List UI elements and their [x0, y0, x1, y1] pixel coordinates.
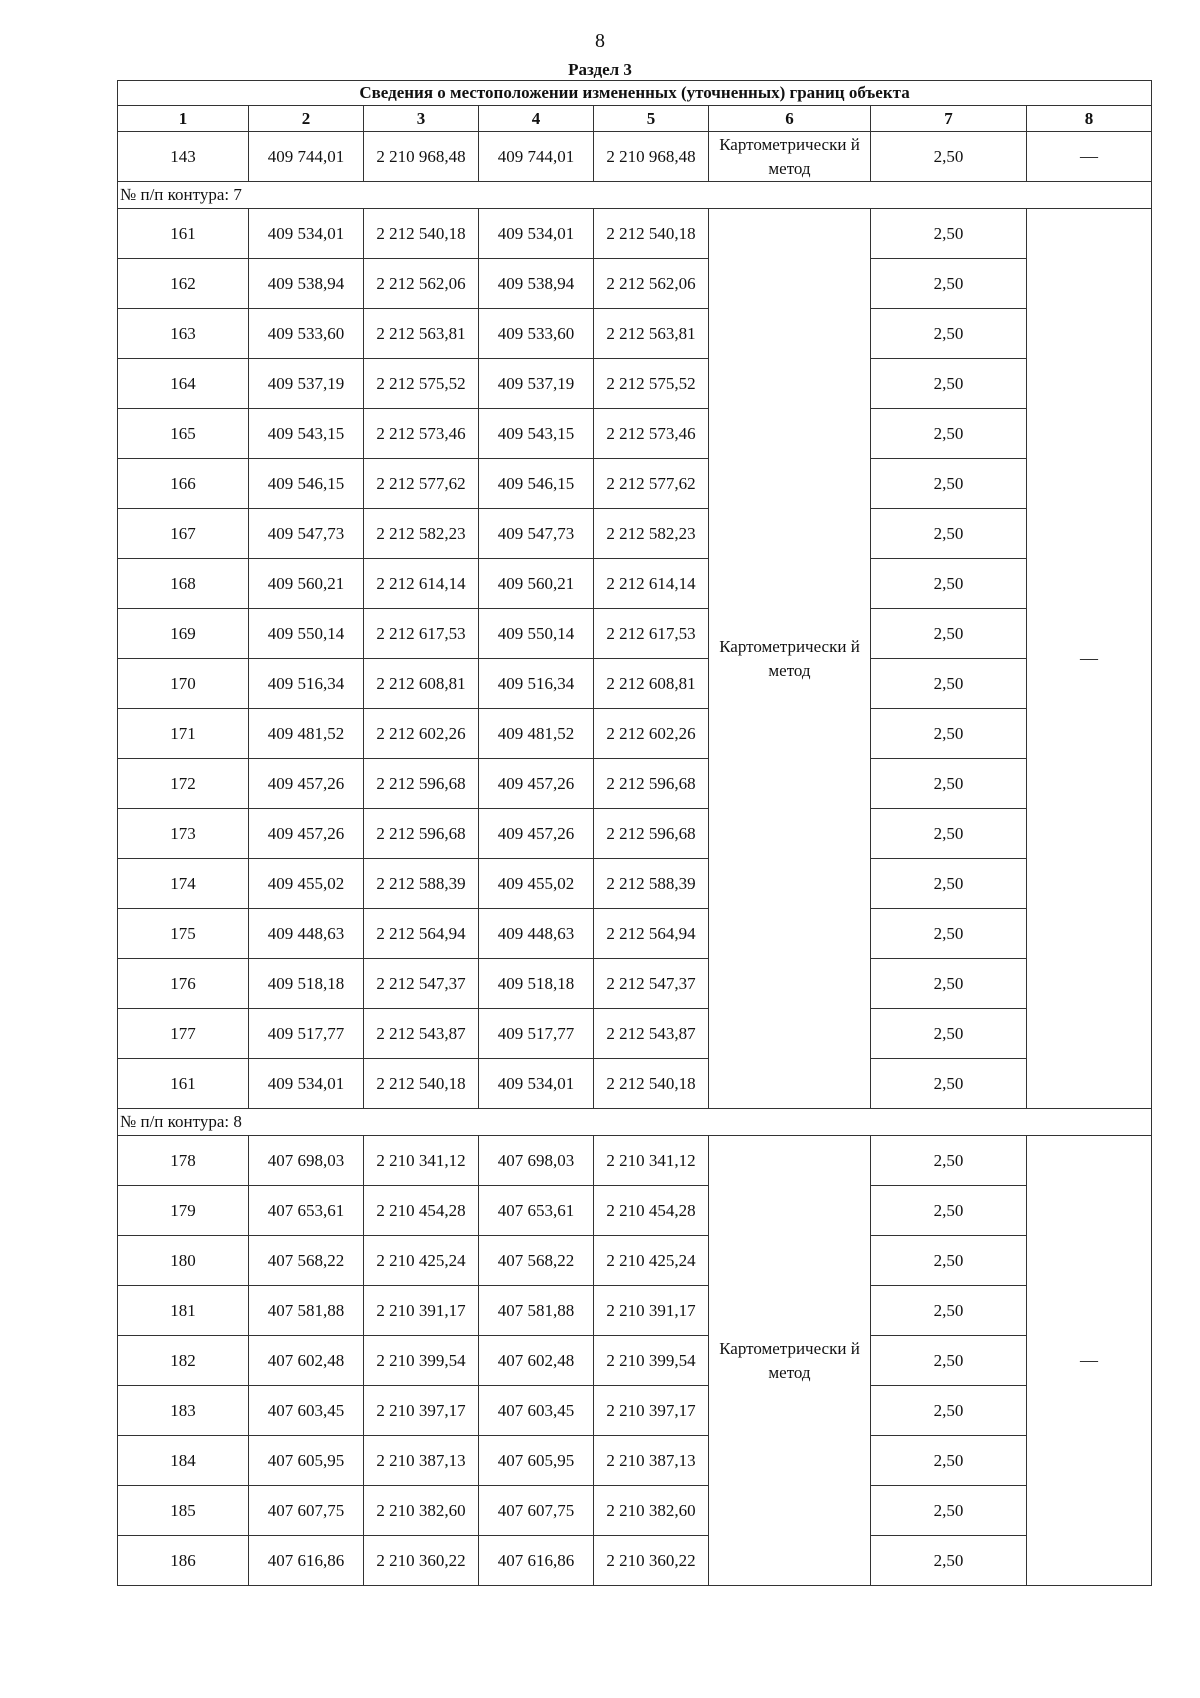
coordinate-cell: 409 448,63 [479, 909, 594, 959]
coordinate-cell: 2 212 588,39 [594, 859, 709, 909]
table-row [118, 1386, 1152, 1436]
point-number: 181 [118, 1286, 249, 1336]
boundary-table [117, 80, 1152, 1586]
coordinate-cell: 407 605,95 [249, 1436, 364, 1486]
accuracy-cell: 2,50 [871, 359, 1027, 409]
coordinate-cell: 409 533,60 [249, 309, 364, 359]
coordinate-cell: 2 210 425,24 [364, 1236, 479, 1286]
accuracy-cell: 2,50 [871, 1186, 1027, 1236]
table-row [118, 1286, 1152, 1336]
coordinate-cell: 407 581,88 [479, 1286, 594, 1336]
coordinate-cell: 409 517,77 [479, 1009, 594, 1059]
point-number: 182 [118, 1336, 249, 1386]
accuracy-cell: 2,50 [871, 209, 1027, 259]
coordinate-cell: 2 212 617,53 [364, 609, 479, 659]
coordinate-cell: 409 538,94 [479, 259, 594, 309]
coordinate-cell: 409 744,01 [479, 132, 594, 182]
coordinate-cell: 407 616,86 [249, 1536, 364, 1586]
coordinate-cell: 2 212 575,52 [594, 359, 709, 409]
method-cell: Картометрически й метод [709, 209, 871, 1109]
table-row [118, 209, 1152, 259]
coordinate-cell: 409 560,21 [479, 559, 594, 609]
coordinate-cell: 409 534,01 [249, 209, 364, 259]
accuracy-cell: 2,50 [871, 609, 1027, 659]
contour-group [118, 209, 1152, 1109]
method-cell: Картометрически й метод [709, 1136, 871, 1586]
table-row [118, 1486, 1152, 1536]
accuracy-cell: 2,50 [871, 132, 1027, 182]
page-number: 8 [595, 30, 605, 52]
coordinate-cell: 2 212 547,37 [364, 959, 479, 1009]
coordinate-cell: 2 210 391,17 [594, 1286, 709, 1336]
point-number: 162 [118, 259, 249, 309]
coordinate-cell: 2 212 596,68 [364, 809, 479, 859]
accuracy-cell: 2,50 [871, 1336, 1027, 1386]
coordinate-cell: 409 534,01 [479, 209, 594, 259]
coordinate-cell: 2 212 540,18 [594, 209, 709, 259]
accuracy-cell: 2,50 [871, 709, 1027, 759]
coordinate-cell: 2 212 564,94 [594, 909, 709, 959]
section-title: Раздел 3 [568, 60, 632, 79]
coordinate-cell: 409 550,14 [479, 609, 594, 659]
accuracy-cell: 2,50 [871, 1236, 1027, 1286]
table-row [118, 309, 1152, 359]
contour-label: № п/п контура: 8 [118, 1109, 1152, 1136]
coordinate-cell: 2 210 968,48 [594, 132, 709, 182]
coordinate-cell: 2 212 582,23 [594, 509, 709, 559]
column-header: 4 [479, 106, 594, 132]
column-header: 7 [871, 106, 1027, 132]
accuracy-cell: 2,50 [871, 1536, 1027, 1586]
accuracy-cell: 2,50 [871, 459, 1027, 509]
coordinate-cell: 409 455,02 [479, 859, 594, 909]
accuracy-cell: 2,50 [871, 259, 1027, 309]
table-row [118, 859, 1152, 909]
point-number: 167 [118, 509, 249, 559]
accuracy-cell: 2,50 [871, 1009, 1027, 1059]
accuracy-cell: 2,50 [871, 1286, 1027, 1336]
point-number: 177 [118, 1009, 249, 1059]
dash-cell: — [1027, 1136, 1152, 1586]
point-number: 175 [118, 909, 249, 959]
accuracy-cell: 2,50 [871, 1136, 1027, 1186]
accuracy-cell: 2,50 [871, 1436, 1027, 1486]
coordinate-cell: 2 212 582,23 [364, 509, 479, 559]
table-row [118, 1059, 1152, 1109]
table-row [118, 259, 1152, 309]
accuracy-cell: 2,50 [871, 809, 1027, 859]
coordinate-cell: 409 537,19 [249, 359, 364, 409]
coordinate-cell: 409 538,94 [249, 259, 364, 309]
point-number: 185 [118, 1486, 249, 1536]
column-header: 8 [1027, 106, 1152, 132]
coordinate-cell: 2 212 577,62 [364, 459, 479, 509]
coordinate-cell: 2 212 608,81 [364, 659, 479, 709]
coordinate-cell: 2 210 360,22 [364, 1536, 479, 1586]
column-header: 2 [249, 106, 364, 132]
point-number: 176 [118, 959, 249, 1009]
coordinate-cell: 409 518,18 [479, 959, 594, 1009]
point-number: 168 [118, 559, 249, 609]
coordinate-cell: 2 212 563,81 [594, 309, 709, 359]
coordinate-cell: 409 534,01 [479, 1059, 594, 1109]
coordinate-cell: 407 605,95 [479, 1436, 594, 1486]
point-number: 170 [118, 659, 249, 709]
point-number: 161 [118, 209, 249, 259]
coordinate-cell: 409 546,15 [479, 459, 594, 509]
accuracy-cell: 2,50 [871, 909, 1027, 959]
point-number: 171 [118, 709, 249, 759]
coordinate-cell: 2 212 564,94 [364, 909, 479, 959]
coordinate-cell: 407 653,61 [249, 1186, 364, 1236]
point-number: 179 [118, 1186, 249, 1236]
coordinate-cell: 407 568,22 [479, 1236, 594, 1286]
coordinate-cell: 2 212 608,81 [594, 659, 709, 709]
method-cell: Картометрически й метод [709, 132, 871, 182]
table-row [118, 1436, 1152, 1486]
table-row [118, 132, 1152, 182]
coordinate-cell: 409 744,01 [249, 132, 364, 182]
coordinate-cell: 407 602,48 [249, 1336, 364, 1386]
coordinate-cell: 2 212 543,87 [364, 1009, 479, 1059]
table-row [118, 659, 1152, 709]
coordinate-cell: 2 210 382,60 [364, 1486, 479, 1536]
accuracy-cell: 2,50 [871, 509, 1027, 559]
table-row [118, 709, 1152, 759]
coordinate-cell: 407 603,45 [479, 1386, 594, 1436]
column-header: 1 [118, 106, 249, 132]
accuracy-cell: 2,50 [871, 1486, 1027, 1536]
coordinate-cell: 2 210 425,24 [594, 1236, 709, 1286]
coordinate-cell: 2 210 397,17 [594, 1386, 709, 1436]
accuracy-cell: 2,50 [871, 309, 1027, 359]
coordinate-cell: 407 698,03 [479, 1136, 594, 1186]
table-row [118, 1336, 1152, 1386]
table-row [118, 1236, 1152, 1286]
coordinate-cell: 409 516,34 [249, 659, 364, 709]
table-row [118, 909, 1152, 959]
coordinate-cell: 2 210 341,12 [594, 1136, 709, 1186]
accuracy-cell: 2,50 [871, 959, 1027, 1009]
contour-group [118, 1136, 1152, 1586]
coordinate-cell: 2 212 596,68 [364, 759, 479, 809]
column-header: 5 [594, 106, 709, 132]
coordinate-cell: 2 212 596,68 [594, 759, 709, 809]
coordinate-cell: 2 210 391,17 [364, 1286, 479, 1336]
coordinate-cell: 2 212 573,46 [594, 409, 709, 459]
coordinate-cell: 409 547,73 [249, 509, 364, 559]
coordinate-cell: 407 607,75 [249, 1486, 364, 1536]
point-number: 178 [118, 1136, 249, 1186]
coordinate-cell: 2 212 577,62 [594, 459, 709, 509]
contour-header-row [118, 1109, 1152, 1136]
point-number: 184 [118, 1436, 249, 1486]
table-row [118, 359, 1152, 409]
coordinate-cell: 409 481,52 [249, 709, 364, 759]
coordinate-cell: 409 457,26 [249, 759, 364, 809]
point-number: 186 [118, 1536, 249, 1586]
coordinate-cell: 2 212 617,53 [594, 609, 709, 659]
accuracy-cell: 2,50 [871, 559, 1027, 609]
coordinate-cell: 407 581,88 [249, 1286, 364, 1336]
coordinate-cell: 2 212 562,06 [594, 259, 709, 309]
coordinate-cell: 409 516,34 [479, 659, 594, 709]
table-row [118, 1009, 1152, 1059]
coordinate-cell: 409 547,73 [479, 509, 594, 559]
point-number: 166 [118, 459, 249, 509]
point-number: 169 [118, 609, 249, 659]
coordinate-cell: 2 212 540,18 [594, 1059, 709, 1109]
coordinate-cell: 2 212 543,87 [594, 1009, 709, 1059]
coordinate-cell: 409 543,15 [249, 409, 364, 459]
accuracy-cell: 2,50 [871, 1386, 1027, 1436]
point-number: 143 [118, 132, 249, 182]
coordinate-cell: 409 457,26 [479, 759, 594, 809]
table-caption: Сведения о местоположении измененных (уточненных) границ объекта [118, 81, 1152, 106]
coordinate-cell: 2 210 382,60 [594, 1486, 709, 1536]
coordinate-cell: 2 212 588,39 [364, 859, 479, 909]
coordinate-cell: 2 210 968,48 [364, 132, 479, 182]
coordinate-cell: 2 210 454,28 [594, 1186, 709, 1236]
coordinate-cell: 409 546,15 [249, 459, 364, 509]
coordinate-cell: 2 210 399,54 [364, 1336, 479, 1386]
table-row [118, 459, 1152, 509]
coordinate-cell: 409 560,21 [249, 559, 364, 609]
table-row [118, 509, 1152, 559]
column-header-row [118, 106, 1152, 132]
coordinate-cell: 2 210 387,13 [364, 1436, 479, 1486]
accuracy-cell: 2,50 [871, 659, 1027, 709]
contour-label: № п/п контура: 7 [118, 182, 1152, 209]
table-row [118, 609, 1152, 659]
coordinate-cell: 409 533,60 [479, 309, 594, 359]
point-number: 173 [118, 809, 249, 859]
coordinate-cell: 2 212 614,14 [594, 559, 709, 609]
coordinate-cell: 2 212 614,14 [364, 559, 479, 609]
coordinate-cell: 409 457,26 [249, 809, 364, 859]
coordinate-cell: 407 698,03 [249, 1136, 364, 1186]
table-row [118, 1136, 1152, 1186]
point-number: 161 [118, 1059, 249, 1109]
coordinate-cell: 407 603,45 [249, 1386, 364, 1436]
coordinate-cell: 407 607,75 [479, 1486, 594, 1536]
table-row [118, 759, 1152, 809]
coordinate-cell: 2 212 602,26 [594, 709, 709, 759]
coordinate-cell: 2 212 563,81 [364, 309, 479, 359]
coordinate-cell: 2 212 573,46 [364, 409, 479, 459]
coordinate-cell: 407 653,61 [479, 1186, 594, 1236]
coordinate-cell: 409 543,15 [479, 409, 594, 459]
point-number: 164 [118, 359, 249, 409]
coordinate-cell: 409 455,02 [249, 859, 364, 909]
table-row [118, 959, 1152, 1009]
coordinate-cell: 409 481,52 [479, 709, 594, 759]
coordinate-cell: 409 550,14 [249, 609, 364, 659]
point-number: 165 [118, 409, 249, 459]
accuracy-cell: 2,50 [871, 859, 1027, 909]
table-row [118, 1536, 1152, 1586]
coordinate-cell: 407 602,48 [479, 1336, 594, 1386]
dash-cell: — [1027, 132, 1152, 182]
point-number: 180 [118, 1236, 249, 1286]
coordinate-cell: 407 616,86 [479, 1536, 594, 1586]
point-number: 183 [118, 1386, 249, 1436]
point-number: 174 [118, 859, 249, 909]
coordinate-cell: 2 212 547,37 [594, 959, 709, 1009]
coordinate-cell: 407 568,22 [249, 1236, 364, 1286]
coordinate-cell: 2 212 540,18 [364, 209, 479, 259]
table-row [118, 809, 1152, 859]
table-row [118, 559, 1152, 609]
coordinate-cell: 2 210 397,17 [364, 1386, 479, 1436]
coordinate-cell: 409 457,26 [479, 809, 594, 859]
dash-cell: — [1027, 209, 1152, 1109]
coordinate-cell: 409 518,18 [249, 959, 364, 1009]
coordinate-cell: 2 210 399,54 [594, 1336, 709, 1386]
coordinate-cell: 2 212 602,26 [364, 709, 479, 759]
table-row [118, 409, 1152, 459]
coordinate-cell: 2 210 360,22 [594, 1536, 709, 1586]
accuracy-cell: 2,50 [871, 1059, 1027, 1109]
coordinate-cell: 2 212 562,06 [364, 259, 479, 309]
coordinate-cell: 2 210 454,28 [364, 1186, 479, 1236]
coordinate-cell: 2 210 341,12 [364, 1136, 479, 1186]
column-header: 6 [709, 106, 871, 132]
accuracy-cell: 2,50 [871, 409, 1027, 459]
coordinate-cell: 409 448,63 [249, 909, 364, 959]
contour-header-row [118, 182, 1152, 209]
accuracy-cell: 2,50 [871, 759, 1027, 809]
coordinate-cell: 2 210 387,13 [594, 1436, 709, 1486]
table-row [118, 1186, 1152, 1236]
coordinate-cell: 2 212 540,18 [364, 1059, 479, 1109]
point-number: 172 [118, 759, 249, 809]
column-header: 3 [364, 106, 479, 132]
point-number: 163 [118, 309, 249, 359]
coordinate-cell: 409 517,77 [249, 1009, 364, 1059]
coordinate-cell: 409 537,19 [479, 359, 594, 409]
coordinate-cell: 2 212 575,52 [364, 359, 479, 409]
coordinate-cell: 409 534,01 [249, 1059, 364, 1109]
coordinate-cell: 2 212 596,68 [594, 809, 709, 859]
